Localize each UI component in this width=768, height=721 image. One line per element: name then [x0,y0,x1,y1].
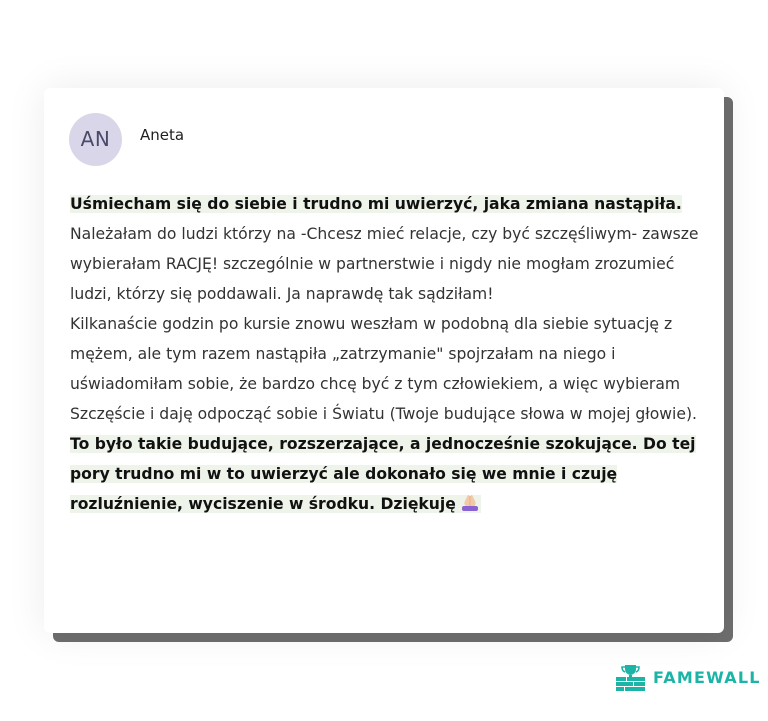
review-highlight-opening: Uśmiecham się do siebie i trudno mi uwierzyć, jaka zmiana nastąpiła. [70,195,682,213]
famewall-logo[interactable] [615,663,761,691]
review-paragraph-3-text: To było takie budujące, rozszerzające, a jednocześnie szokujące. Do tej pory trudno mi w to uwierzyć ale dokonało się we mnie i czuję rozluźnienie, wyciszenie w środku. Dziękuję [70,435,696,513]
review-text [70,189,710,519]
praying-hands-icon [459,492,481,512]
avatar: AN [69,113,122,166]
review-paragraph-1 [70,189,710,309]
review-paragraph-1-text: Należałam do ludzi którzy na -Chcesz mieć relacje, czy być szczęśliwym- zawsze wybierałam RACJĘ! szczególnie w partnerstwie i nigdy nie mogłam zrozumieć ludzi, którzy się poddawali. Ja naprawdę tak sądziłam! [70,225,699,303]
review-paragraph-2: Kilkanaście godzin po kursie znowu weszłam w podobną dla siebie sytuację z mężem, ale tym razem nastąpiła „zatrzymanie" spojrzałam na niego i uświadomiłam sobie, że bardzo chcę być z tym człowiekiem, a więc wybieram Szczęście i daję odpocząć sobie i Światu (Twoje budujące słowa w mojej głowie). [70,315,697,423]
testimonial-card [44,88,724,633]
brand-name: FAMEWALL [653,667,761,687]
trophy-wall-icon [615,664,646,691]
review-paragraph-3 [70,429,710,519]
author-name: Aneta [140,126,185,144]
review-highlight-closing [70,435,696,513]
